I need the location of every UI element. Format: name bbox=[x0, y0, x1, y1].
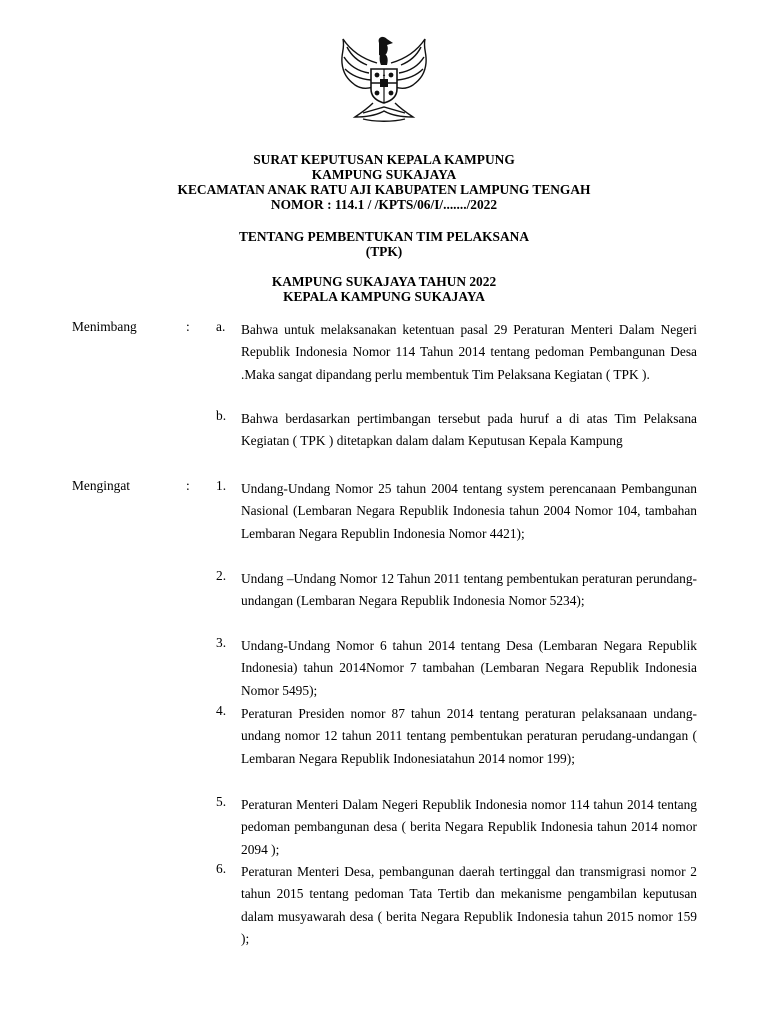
item-marker: 6. bbox=[216, 861, 227, 876]
section-colon: : bbox=[186, 319, 190, 334]
item-text: Undang-Undang Nomor 6 tahun 2014 tentang Desa (Lembaran Negara Republik Indonesia) tahun 2014Nomor 7 tambahan (Lembaran Negara Republik Indonesia Nomor 5495); bbox=[241, 638, 697, 698]
item-text: Peraturan Menteri Dalam Negeri Republik Indonesia nomor 114 tahun 2014 tentang pedoman pembangunan desa ( berita Negara Republik Indonesia tahun 2014 nomor 2094 ); bbox=[241, 797, 697, 857]
section-colon: : bbox=[186, 478, 190, 493]
header-district: KECAMATAN ANAK RATU AJI KABUPATEN LAMPUNG TENGAH bbox=[177, 182, 591, 197]
item-text: Peraturan Presiden nomor 87 tahun 2014 tentang peraturan pelaksanaan undang-undang nomor 12 tahun 2011 tentang pembentukan peraturan perudang-undangan ( Lembaran Negara Republik Indonesiatahun 2014 nomor 199); bbox=[241, 706, 697, 766]
item-marker: 3. bbox=[216, 635, 227, 650]
issuer-line-2: KEPALA KAMPUNG SUKAJAYA bbox=[283, 289, 485, 304]
header-number: NOMOR : 114.1 / /KPTS/06/I/......./2022 bbox=[270, 197, 498, 212]
item-text: Bahwa untuk melaksanakan ketentuan pasal 29 Peraturan Menteri Dalam Negeri Republik Indonesia Nomor 114 Tahun 2014 tentang pedoman Pembangunan Desa .Maka sangat dipandang perlu membentuk Tim Pelaksana Kegiatan ( TPK ). bbox=[241, 322, 697, 382]
garuda-emblem bbox=[333, 33, 435, 123]
item-marker: 2. bbox=[216, 568, 227, 583]
item-marker: 5. bbox=[216, 794, 227, 809]
document-issuer bbox=[0, 274, 768, 304]
subject-line-2: (TPK) bbox=[365, 244, 403, 259]
item-marker: 4. bbox=[216, 703, 227, 718]
item-marker: a. bbox=[216, 319, 226, 334]
item-text: Peraturan Menteri Desa, pembangunan daerah tertinggal dan transmigrasi nomor 2 tahun 2015 tentang pedoman Tata Tertib dan mekanisme pengambilan keputusan dalam musyawarah desa ( berita Negara Republik Indonesia tahun 2015 nomor 159 ); bbox=[241, 864, 697, 947]
item-text: Bahwa berdasarkan pertimbangan tersebut pada huruf a di atas Tim Pelaksana Kegiatan ( TPK ) ditetapkan dalam dalam Keputusan Kepala Kampung bbox=[241, 411, 697, 449]
document-subject bbox=[0, 229, 768, 259]
header-title: SURAT KEPUTUSAN KEPALA KAMPUNG bbox=[253, 152, 515, 167]
garuda-emblem-icon bbox=[333, 33, 435, 123]
section-label: Mengingat bbox=[72, 478, 131, 493]
issuer-line-1: KAMPUNG SUKAJAYA TAHUN 2022 bbox=[271, 274, 497, 289]
document-header bbox=[0, 152, 768, 212]
subject-line-1: TENTANG PEMBENTUKAN TIM PELAKSANA bbox=[238, 229, 530, 244]
section-label: Menimbang bbox=[72, 319, 137, 334]
header-village: KAMPUNG SUKAJAYA bbox=[311, 167, 457, 182]
item-text: Undang –Undang Nomor 12 Tahun 2011 tentang pembentukan peraturan perundang-undangan (Lembaran Negara Republik Indonesia Nomor 5234); bbox=[241, 571, 697, 609]
item-marker: 1. bbox=[216, 478, 227, 493]
item-text: Undang-Undang Nomor 25 tahun 2004 tentang system perencanaan Pembangunan Nasional (Lembaran Negara Republik Indonesia tahun 2004 Nomor 104, tambahan Lembaran Negara Republin Indonesia Nomor 4421); bbox=[241, 481, 697, 541]
item-marker: b. bbox=[216, 408, 227, 423]
